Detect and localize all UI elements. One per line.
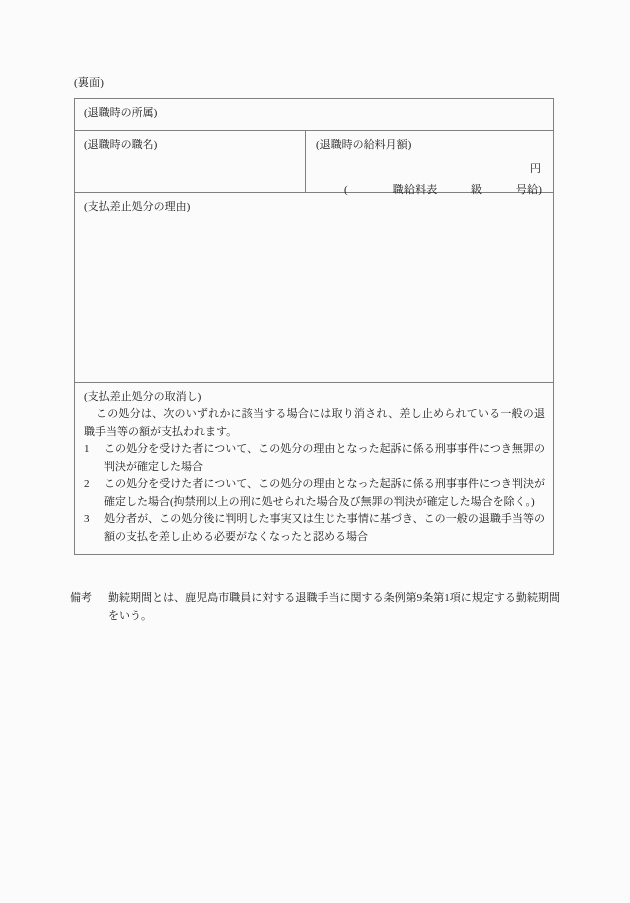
retirement-allowance-form-table — [74, 98, 554, 555]
table-row-jobtitle-salary — [75, 131, 553, 196]
cancellation-lead-paragraph: この処分は、次のいずれかに該当する場合には取り消され、差し止められている一般の退職手当等の額が支払われます。 — [84, 408, 545, 438]
reason-field[interactable] — [75, 193, 553, 382]
cancellation-item-text: この処分を受けた者について、この処分の理由となった起訴に係る刑事事件につき無罪の判決が確定した場合 — [104, 443, 545, 473]
salary-grade-line: ( 職給料表 級 号給) — [344, 184, 543, 196]
cancellation-item-text: この処分を受けた者について、この処分の理由となった起訴に係る刑事事件につき判決が確定した場合(拘禁刑以上の刑に処せられた場合及び無罪の判決が確定した場合を除く。) — [104, 478, 545, 508]
cancellation-item-number: 1 — [84, 443, 90, 455]
salary-label: (退職時の給料月額) — [316, 139, 412, 151]
salary-currency-unit: 円 — [530, 163, 541, 175]
salary-amount-field[interactable] — [306, 131, 553, 196]
cancellation-item-number: 2 — [84, 478, 90, 490]
affiliation-field[interactable] — [75, 99, 553, 130]
cancellation-item — [84, 511, 545, 546]
cancellation-item — [84, 441, 545, 476]
page-side-label: (裏面) — [74, 77, 105, 89]
cancellation-item-text: 処分者が、この処分後に判明した事実又は生じた事情に基づき、この一般の退職手当等の額の支払を差し止める必要がなくなったと認める場合 — [104, 513, 545, 543]
footer-note — [70, 590, 560, 625]
footer-note-label: 備考 — [70, 592, 92, 604]
table-row-affiliation — [75, 99, 553, 131]
cancellation-item-number: 3 — [84, 513, 90, 525]
cancellation-heading: (支払差止処分の取消し) — [84, 391, 202, 403]
footer-note-text: 勤続期間とは、鹿児島市職員に対する退職手当に関する条例第9条第1項に規定する勤続期間をいう。 — [108, 592, 560, 622]
job-title-field[interactable] — [75, 131, 306, 192]
cancellation-item — [84, 476, 545, 511]
reason-label: (支払差止処分の理由) — [84, 201, 191, 213]
table-row-reason — [75, 193, 553, 383]
cancellation-section — [75, 383, 553, 554]
affiliation-label: (退職時の所属) — [84, 107, 158, 119]
job-title-label: (退職時の職名) — [84, 139, 158, 151]
table-row-cancellation — [75, 383, 553, 554]
